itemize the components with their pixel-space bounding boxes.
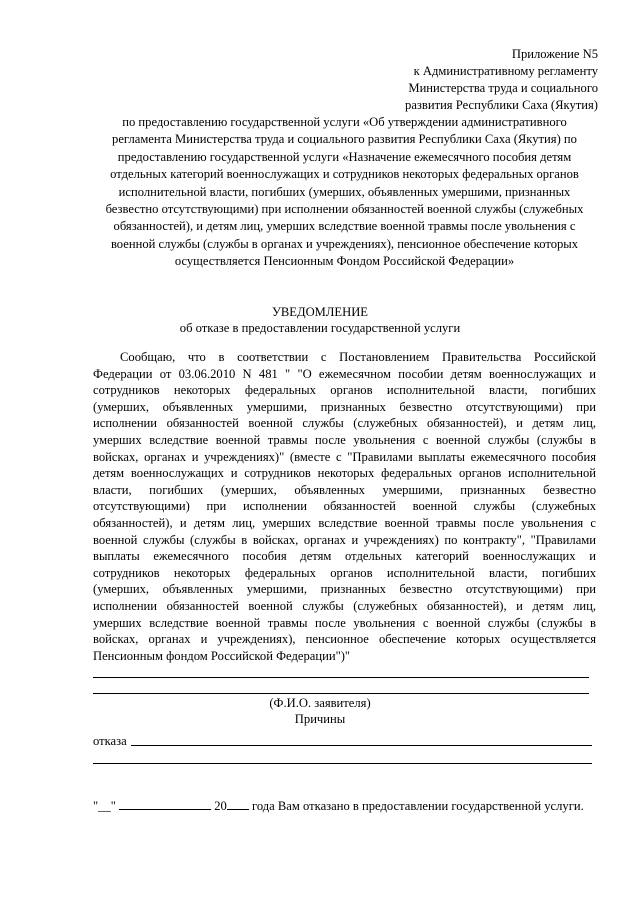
refusal-label: отказа (93, 734, 127, 748)
body-line: (умерших, объявленных умершими, признанных безвестно отсутствующими) при (93, 399, 596, 414)
body-line: детям военнослужащих и сотрудников некоторых федеральных органов исполнительной (93, 466, 596, 481)
regulation-line: осуществляется Пенсионным Фондом Российской Федерации» (174, 254, 515, 269)
appendix-header (405, 46, 598, 114)
open-quote: " (93, 799, 99, 813)
applicant-caption: (Ф.И.О. заявителя) (269, 696, 371, 710)
body-line: военной службы (службы в войсках, органах и учреждениях) по контракту", "Правилами (93, 532, 596, 547)
notice-subtitle: об отказе в предоставлении государственной услуги (179, 321, 461, 335)
body-line: обязанностей), и детям лиц, умерших вследствие военной травмы после увольнения с (93, 515, 596, 530)
regulation-line: безвестно отсутствующими) при исполнении обязанностей военной службы (служебных (105, 202, 584, 217)
regulation-line: по предоставлению государственной услуги «Об утверждении административного (122, 115, 567, 129)
regulation-line: предоставлению государственной услуги «Назначение ежемесячного пособия детям (117, 149, 572, 164)
notice-title: УВЕДОМЛЕНИЕ (271, 305, 368, 319)
date-statement (93, 797, 584, 815)
appendix-line: к Административному регламенту (413, 64, 598, 78)
refusal-reason-line[interactable] (93, 763, 592, 764)
appendix-line: Министерства труда и социального (408, 81, 598, 95)
refusal-reason-line[interactable] (131, 745, 592, 746)
body-line: Сообщаю, что в соответствии с Постановлением Правительства Российской (120, 350, 596, 364)
body-line: исполнении обязанностей военной службы (служебных обязанностей), и детям лиц, (93, 598, 596, 613)
date-statement-text: года Вам отказано в предоставлении государственной услуги. (251, 799, 584, 813)
appendix-line: развития Республики Саха (Якутия) (405, 98, 598, 112)
regulation-line: исполнительной власти, погибших (умерших, объявленных умершими, признанных (118, 184, 571, 199)
regulation-line: обязанностей), и детям лиц, умерших вследствие военной травмы после увольнения с (113, 219, 576, 234)
body-line: власти, погибших (умерших, объявленных умершими, признанных безвестно (93, 482, 596, 497)
body-line: умерших вследствие военной травмы после увольнения с военной службы (службы в (93, 432, 596, 447)
regulation-reference (94, 114, 595, 271)
applicant-name-line[interactable] (93, 677, 589, 678)
regulation-line: регламента Министерства труда и социального развития Республики Саха (Якутия) по (112, 132, 577, 147)
body-line: сотрудников некоторых федеральных органов исполнительной власти, погибших (93, 565, 596, 580)
year-blank[interactable] (227, 797, 249, 810)
month-blank[interactable] (119, 797, 211, 810)
reasons-caption: Причины (294, 712, 346, 726)
close-quote: " (110, 799, 116, 813)
regulation-line: отдельных категорий военнослужащих и сотрудников некоторых федеральных органов (110, 167, 579, 182)
body-line: исполнении обязанностей военной службы (служебных обязанностей), и детям лиц, (93, 416, 596, 431)
body-line: отсутствующими) при исполнении обязанностей военной службы (служебных (93, 499, 596, 514)
regulation-line: военной службы (службы в органах и учреждениях), пенсионное обеспечение которых (110, 236, 579, 251)
body-line: Пенсионным фондом Российской Федерации")" (93, 648, 351, 663)
body-line: выплаты ежемесячного пособия детям отдельных категорий военнослужащих и (93, 549, 596, 564)
body-line: Федерации от 03.06.2010 N 481 " "О ежемесячном пособии детям военнослужащих и (93, 366, 596, 381)
day-blank[interactable]: __ (98, 799, 111, 813)
applicant-name-line[interactable] (93, 693, 589, 694)
appendix-line: Приложение N5 (511, 47, 598, 61)
body-line: войсках, органах и учреждениях), пенсионное обеспечение которых осуществляется (93, 632, 596, 647)
body-line: умерших вследствие военной травмы после увольнения с военной службы (службы в (93, 615, 596, 630)
body-line: (умерших, объявленных умершими, признанных безвестно отсутствующими) при (93, 582, 596, 597)
year-prefix: 20 (214, 799, 227, 813)
body-line: сотрудников некоторых федеральных органов исполнительной власти, погибших (93, 383, 596, 398)
body-line: войсках, органах и учреждениях)" (вместе с "Правилами выплаты ежемесячного пособия (93, 449, 596, 464)
notice-body (93, 349, 596, 664)
